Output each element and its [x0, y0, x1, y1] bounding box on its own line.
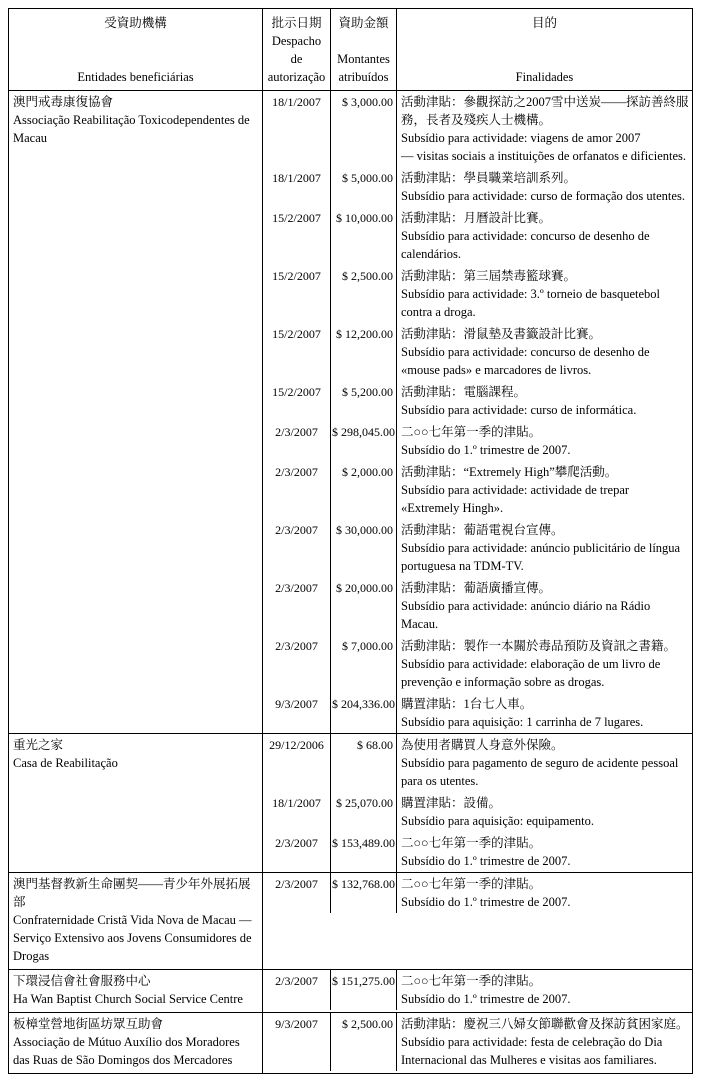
grant-row	[263, 265, 692, 323]
grant-list	[263, 1013, 692, 1073]
purpose-line: 活動津貼：月曆設計比賽。	[401, 211, 552, 225]
purpose-line: Subsídio para actividade: concurso de desenho de «mouse pads» e marcadores de livros.	[401, 345, 650, 377]
purpose-line: 二○○七年第一季的津貼。	[401, 974, 542, 988]
grant-purpose	[397, 265, 692, 323]
entity-name-cell	[9, 970, 263, 1012]
grant-amount: $ 5,200.00	[331, 381, 397, 421]
entity-name-pt: Confraternidade Cristã Vida Nova de Macau — Serviço Extensivo aos Jovens Consumidores de Drogas	[13, 913, 252, 963]
grant-amount: $ 204,336.00	[331, 693, 397, 733]
entity-name-pt: Associação de Mútuo Auxílio dos Moradores das Ruas de São Domingos dos Mercadores	[13, 1035, 240, 1067]
entity-name-zh: 澳門戒毒康復協會	[13, 95, 114, 109]
header-beneficiary-zh: 受資助機構	[104, 16, 167, 30]
purpose-line: 二○○七年第一季的津貼。	[401, 425, 542, 439]
grant-row	[263, 873, 692, 913]
grant-purpose	[397, 792, 692, 832]
purpose-line: Subsídio para aquisição: equipamento.	[401, 814, 595, 828]
table-body	[9, 90, 692, 1073]
purpose-line: Subsídio para pagamento de seguro de acidente pessoal para os utentes.	[401, 756, 679, 788]
header-amount-pt: Montantes atribuídos	[337, 52, 390, 84]
grant-row	[263, 519, 692, 577]
grant-row	[263, 832, 692, 872]
grant-purpose	[397, 832, 692, 872]
grant-row	[263, 734, 692, 792]
purpose-line: Subsídio para actividade: 3.º torneio de basquetebol contra a droga.	[401, 287, 661, 319]
grant-purpose	[397, 734, 692, 792]
grant-row	[263, 577, 692, 635]
entity-name-pt: Ha Wan Baptist Church Social Service Centre	[13, 992, 243, 1006]
purpose-line: 活動津貼：電腦課程。	[401, 385, 527, 399]
grant-row	[263, 461, 692, 519]
grant-date: 2/3/2007	[263, 519, 331, 577]
grant-amount: $ 153,489.00	[331, 832, 397, 872]
purpose-line: 活動津貼：葡語廣播宣傳。	[401, 581, 552, 595]
grant-date: 15/2/2007	[263, 207, 331, 265]
grant-row	[263, 792, 692, 832]
grant-date: 18/1/2007	[263, 792, 331, 832]
grant-amount: $ 2,000.00	[331, 461, 397, 519]
purpose-line: Subsídio do 1.º trimestre de 2007.	[401, 992, 571, 1006]
grant-purpose	[397, 635, 692, 693]
grant-row	[263, 421, 692, 461]
entity-name-cell	[9, 873, 263, 969]
table-row	[9, 872, 692, 969]
grant-date: 2/3/2007	[263, 970, 331, 1010]
grant-date: 9/3/2007	[263, 693, 331, 733]
grant-date: 2/3/2007	[263, 873, 331, 913]
grant-date: 18/1/2007	[263, 91, 331, 167]
purpose-line: 為使用者購買人身意外保險。	[401, 738, 564, 752]
grant-date: 15/2/2007	[263, 323, 331, 381]
table-row	[9, 1012, 692, 1073]
grant-purpose	[397, 421, 692, 461]
purpose-line: Subsídio para actividade: anúncio publicitário de língua portuguesa na TDM-TV.	[401, 541, 681, 573]
grant-purpose	[397, 91, 692, 167]
grant-amount: $ 3,000.00	[331, 91, 397, 167]
grant-amount: $ 30,000.00	[331, 519, 397, 577]
purpose-line: 活動津貼：滑鼠墊及書籤設計比賽。	[401, 327, 602, 341]
grant-purpose	[397, 167, 692, 207]
purpose-line: 活動津貼：慶祝三八婦女節聯歡會及探訪貧困家庭。	[401, 1017, 689, 1031]
grant-amount: $ 2,500.00	[331, 265, 397, 323]
grant-amount: $ 25,070.00	[331, 792, 397, 832]
grant-row	[263, 167, 692, 207]
table-row	[9, 969, 692, 1012]
grant-date: 2/3/2007	[263, 421, 331, 461]
grant-amount: $ 298,045.00	[331, 421, 397, 461]
entity-name-pt: Casa de Reabilitação	[13, 756, 118, 770]
grant-amount: $ 7,000.00	[331, 635, 397, 693]
grant-amount: $ 151,275.00	[331, 970, 397, 1010]
grant-date: 18/1/2007	[263, 167, 331, 207]
grant-amount: $ 5,000.00	[331, 167, 397, 207]
grant-amount: $ 12,200.00	[331, 323, 397, 381]
grant-row	[263, 91, 692, 167]
grant-list	[263, 970, 692, 1012]
grant-date: 2/3/2007	[263, 577, 331, 635]
purpose-line: — visitas sociais a instituições de orfanatos e dificientes.	[401, 149, 686, 163]
grant-list	[263, 873, 692, 969]
purpose-line: 二○○七年第一季的津貼。	[401, 877, 542, 891]
entity-name-zh: 板樟堂營地街區坊眾互助會	[13, 1017, 164, 1031]
grant-purpose	[397, 381, 692, 421]
header-purpose-pt: Finalidades	[515, 70, 574, 84]
grant-date: 15/2/2007	[263, 265, 331, 323]
header-cell-date	[263, 9, 331, 90]
purpose-line: 活動津貼：“Extremely High”攀爬活動。	[401, 465, 618, 479]
header-purpose-zh: 目的	[531, 16, 557, 30]
grant-purpose	[397, 970, 692, 1010]
grant-purpose	[397, 519, 692, 577]
grant-amount: $ 2,500.00	[331, 1013, 397, 1071]
table-row	[9, 90, 692, 733]
grant-purpose	[397, 461, 692, 519]
header-cell-beneficiary	[9, 9, 263, 90]
header-cell-purpose	[397, 9, 692, 90]
grant-purpose	[397, 693, 692, 733]
purpose-line: Subsídio para actividade: elaboração de um livro de prevenção e informação sobre as drogas.	[401, 657, 661, 689]
entity-name-pt: Associação Reabilitação Toxicodependentes de Macau	[13, 113, 250, 145]
purpose-line: Subsídio do 1.º trimestre de 2007.	[401, 854, 571, 868]
grant-amount: $ 10,000.00	[331, 207, 397, 265]
purpose-line: 活動津貼：第三屆禁毒籃球賽。	[401, 269, 577, 283]
grant-amount: $ 132,768.00	[331, 873, 397, 913]
grant-row	[263, 970, 692, 1010]
purpose-line: 活動津貼：參觀探訪之2007雪中送炭——探訪善終服務，長者及殘疾人士機構。	[401, 95, 689, 127]
purpose-line: Subsídio do 1.º trimestre de 2007.	[401, 895, 571, 909]
purpose-line: Subsídio para actividade: actividade de trepar «Extremely Hingh».	[401, 483, 630, 515]
purpose-line: Subsídio para actividade: curso de formação dos utentes.	[401, 189, 685, 203]
grant-amount: $ 20,000.00	[331, 577, 397, 635]
grant-purpose	[397, 1013, 692, 1071]
header-amount-zh: 資助金額	[338, 16, 389, 30]
grant-date: 2/3/2007	[263, 832, 331, 872]
purpose-line: 購置津貼：設備。	[401, 796, 502, 810]
grant-amount: $ 68.00	[331, 734, 397, 792]
subsidy-table	[8, 8, 693, 1074]
header-date-zh: 批示日期	[271, 16, 322, 30]
table-row	[9, 733, 692, 872]
purpose-line: 二○○七年第一季的津貼。	[401, 836, 542, 850]
grant-purpose	[397, 207, 692, 265]
grant-list	[263, 734, 692, 872]
grant-row	[263, 207, 692, 265]
grant-date: 2/3/2007	[263, 635, 331, 693]
purpose-line: 活動津貼：葡語電視台宣傳。	[401, 523, 564, 537]
header-beneficiary-pt: Entidades beneficiárias	[77, 70, 194, 84]
purpose-line: 活動津貼：學員職業培訓系列。	[401, 171, 577, 185]
grant-row	[263, 693, 692, 733]
grant-purpose	[397, 577, 692, 635]
entity-name-cell	[9, 91, 263, 733]
grant-row	[263, 1013, 692, 1071]
header-date-pt: Despacho de autorização	[267, 34, 326, 84]
purpose-line: Subsídio para actividade: festa de celebração do Dia Internacional das Mulheres e visitas aos familiares.	[401, 1035, 663, 1067]
purpose-line: Subsídio para actividade: anúncio diário na Rádio Macau.	[401, 599, 651, 631]
grant-row	[263, 635, 692, 693]
table-header-row	[9, 9, 692, 90]
grant-date: 2/3/2007	[263, 461, 331, 519]
grant-purpose	[397, 873, 692, 913]
purpose-line: Subsídio para actividade: curso de informática.	[401, 403, 637, 417]
entity-name-cell	[9, 734, 263, 872]
header-cell-amount	[331, 9, 397, 90]
purpose-line: 購置津貼：1台七人車。	[401, 697, 533, 711]
entity-name-zh: 下環浸信會社會服務中心	[13, 974, 151, 988]
entity-name-zh: 重光之家	[13, 738, 64, 752]
purpose-line: 活動津貼：製作一本關於毒品預防及資訊之書籍。	[401, 639, 677, 653]
grant-row	[263, 323, 692, 381]
grant-purpose	[397, 323, 692, 381]
grant-date: 15/2/2007	[263, 381, 331, 421]
purpose-line: Subsídio para actividade: concurso de desenho de calendários.	[401, 229, 650, 261]
purpose-line: Subsídio do 1.º trimestre de 2007.	[401, 443, 571, 457]
entity-name-zh: 澳門基督教新生命團契——青少年外展拓展部	[13, 877, 251, 909]
grant-date: 9/3/2007	[263, 1013, 331, 1071]
purpose-line: Subsídio para aquisição: 1 carrinha de 7 lugares.	[401, 715, 644, 729]
entity-name-cell	[9, 1013, 263, 1073]
grant-list	[263, 91, 692, 733]
purpose-line: Subsídio para actividade: viagens de amor 2007	[401, 131, 641, 145]
grant-row	[263, 381, 692, 421]
grant-date: 29/12/2006	[263, 734, 331, 792]
